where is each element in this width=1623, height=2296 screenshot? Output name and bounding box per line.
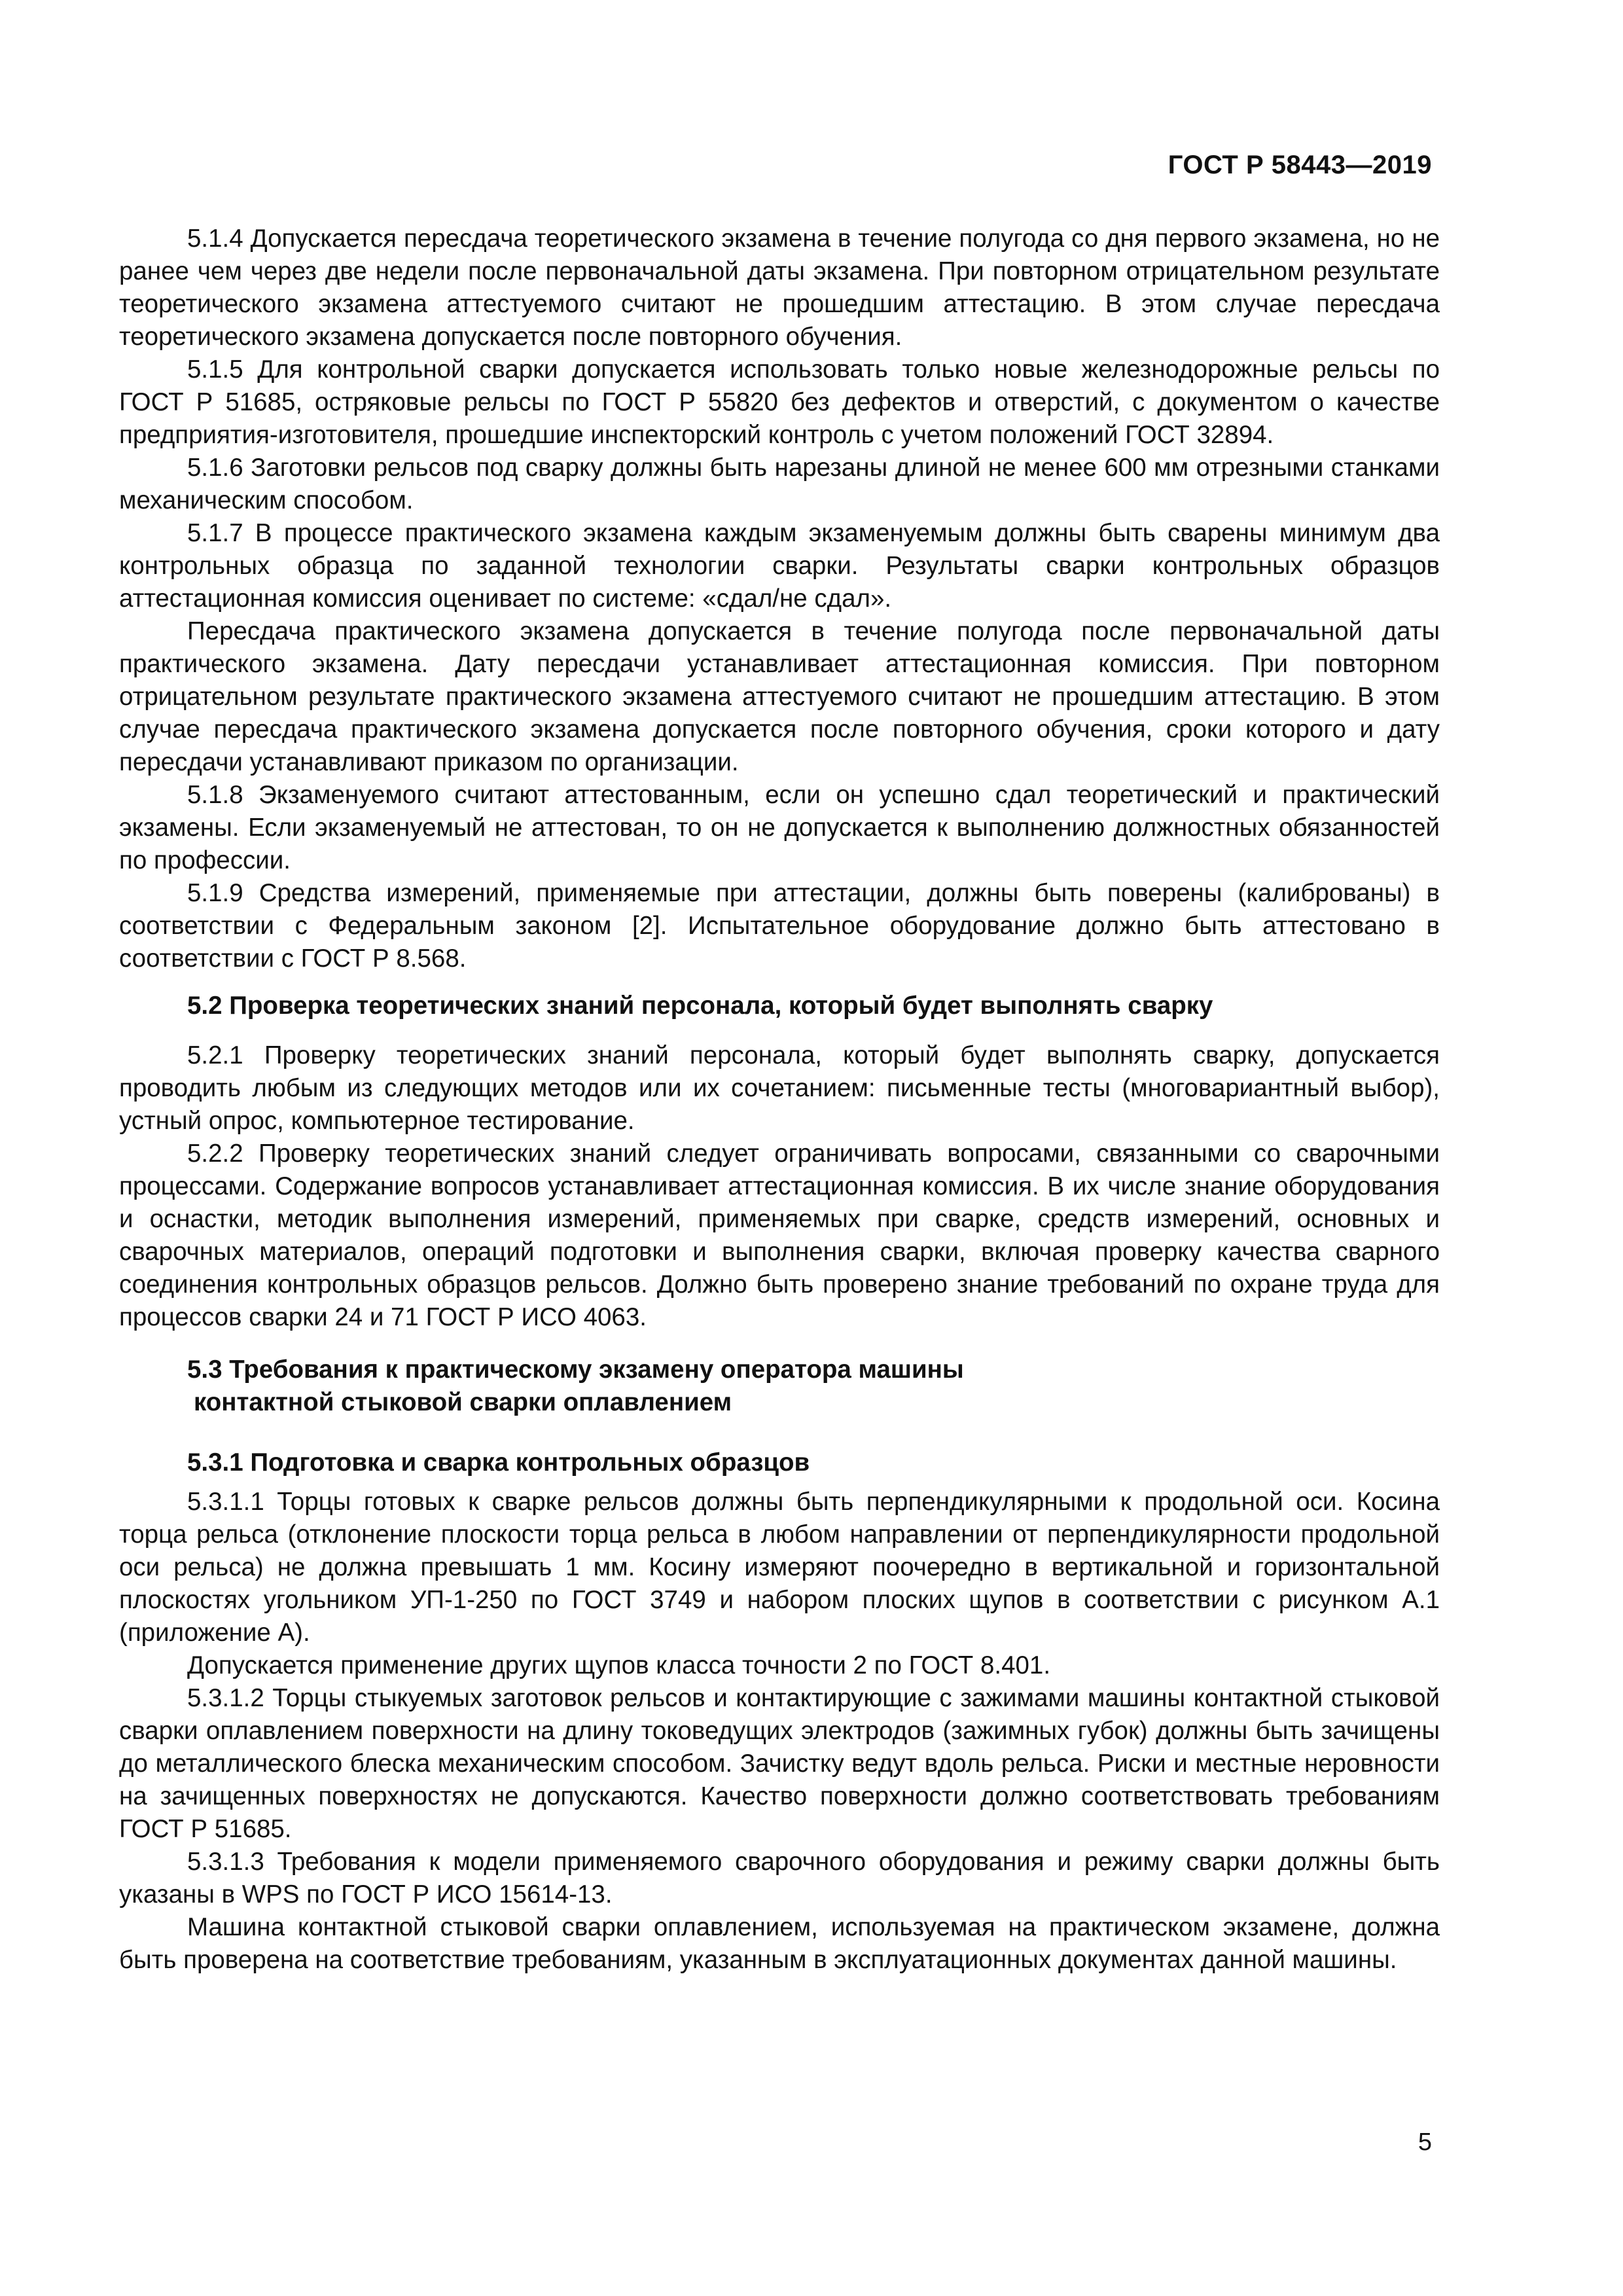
paragraph-5-2-1: 5.2.1 Проверку теоретических знаний персонала, который будет выполнять сварку, допускается проводить любым из следующих методов или их сочетанием: письменные тесты (многовариантный выбор), устный опрос, компьютерное тестирование. xyxy=(119,1041,1440,1135)
paragraph-5-1-7-retake: Пересдача практического экзамена допускается в течение полугода после первоначальной даты практического экзамена. Дату пересдачи устанавливает аттестационная комиссия. При повторном отрицательном результате практического экзамена аттестуемого считают не прошедшим аттестацию. В этом случае пересдача практического экзамена допускается после повторного обучения, сроки которого и дату пересдачи устанавливают приказом по организации. xyxy=(119,617,1440,776)
paragraph-5-3-1-3-machine: Машина контактной стыковой сварки оплавлением, используемая на практическом экзамене, должна быть проверена на соответствие требованиям, указанным в эксплуатационных документах данной машины. xyxy=(119,1913,1440,1974)
paragraph-5-2-2: 5.2.2 Проверку теоретических знаний следует ограничивать вопросами, связанными со сварочными процессами. Содержание вопросов устанавливает аттестационная комиссия. В их числе знание оборудования и оснастки, методик выполнения измерений, применяемых при сварке, средств измерений, основных и сварочных материалов, операций подготовки и выполнения сварки, включая проверку качества сварного соединения контрольных образцов рельсов. Должно быть проверено знание требований по охране труда для процессов сварки 24 и 71 ГОСТ Р ИСО 4063. xyxy=(119,1139,1440,1331)
paragraph-5-1-9: 5.1.9 Средства измерений, применяемые при аттестации, должны быть поверены (калиброваны) в соответствии с Федеральным законом [2]. Испытательное оборудование должно быть аттестовано в соответствии с ГОСТ Р 8.568. xyxy=(119,879,1440,973)
section-heading-5-3-line1: 5.3 Требования к практическому экзамену оператора машины xyxy=(187,1355,964,1384)
section-heading-5-3-line2: контактной стыковой сварки оплавлением xyxy=(194,1388,732,1416)
paragraph-5-3-1-1-probes: Допускается применение других щупов класса точности 2 по ГОСТ 8.401. xyxy=(187,1651,1051,1679)
section-heading-5-2: 5.2 Проверка теоретических знаний персонала, который будет выполнять сварку xyxy=(187,992,1213,1020)
paragraph-5-1-8: 5.1.8 Экзаменуемого считают аттестованным, если он успешно сдал теоретический и практический экзамены. Если экзаменуемый не аттестован, то он не допускается к выполнению должностных обязанностей по профессии. xyxy=(119,781,1440,874)
paragraph-5-1-7: 5.1.7 В процессе практического экзамена каждым экзаменуемым должны быть сварены минимум два контрольных образца по заданной технологии сварки. Результаты сварки контрольных образцов аттестационная комиссия оценивает по системе: «сдал/не сдал». xyxy=(119,519,1440,613)
paragraph-5-3-1-1: 5.3.1.1 Торцы готовых к сварке рельсов должны быть перпендикулярными к продольной оси. Косина торца рельса (отклонение плоскости торца рельса в любом направлении от перпендикулярности продольной оси рельса) не должна превышать 1 мм. Косину измеряют поочередно в вертикальной и горизонтальной плоскостях угольником УП-1-250 по ГОСТ 3749 и набором плоских щупов в соответствии с рисунком А.1 (приложение А). xyxy=(119,1488,1440,1647)
paragraph-5-3-1-2: 5.3.1.2 Торцы стыкуемых заготовок рельсов и контактирующие с зажимами машины контактной стыковой сварки оплавлением поверхности на длину токоведущих электродов (зажимных губок) должны быть зачищены до металлического блеска механическим способом. Зачистку ведут вдоль рельса. Риски и местные неровности на зачищенных поверхностях не допускаются. Качество поверхности должно соответствовать требованиям ГОСТ Р 51685. xyxy=(119,1684,1440,1843)
page-number: 5 xyxy=(1418,2128,1432,2156)
paragraph-5-1-5: 5.1.5 Для контрольной сварки допускается использовать только новые железнодорожные рельсы по ГОСТ Р 51685, остряковые рельсы по ГОСТ Р 55820 без дефектов и отверстий, с документом о качестве предприятия-изготовителя, прошедшие инспекторский контроль с учетом положений ГОСТ 32894. xyxy=(119,355,1440,449)
section-heading-5-3-1: 5.3.1 Подготовка и сварка контрольных образцов xyxy=(187,1448,810,1477)
paragraph-5-3-1-3: 5.3.1.3 Требования к модели применяемого сварочного оборудования и режиму сварки должны быть указаны в WPS по ГОСТ Р ИСО 15614-13. xyxy=(119,1848,1440,1909)
paragraph-5-1-4: 5.1.4 Допускается пересдача теоретического экзамена в течение полугода со дня первого экзамена, но не ранее чем через две недели после первоначальной даты экзамена. При повторном отрицательном результате теоретического экзамена аттестуемого считают не прошедшим аттестацию. В этом случае пересдача теоретического экзамена допускается после повторного обучения. xyxy=(119,224,1440,351)
document-header: ГОСТ Р 58443—2019 xyxy=(1168,151,1432,179)
document-body xyxy=(119,223,1440,1977)
section-heading-5-3 xyxy=(119,1354,1440,1419)
paragraph-5-1-6: 5.1.6 Заготовки рельсов под сварку должны быть нарезаны длиной не менее 600 мм отрезными станками механическим способом. xyxy=(119,454,1440,514)
